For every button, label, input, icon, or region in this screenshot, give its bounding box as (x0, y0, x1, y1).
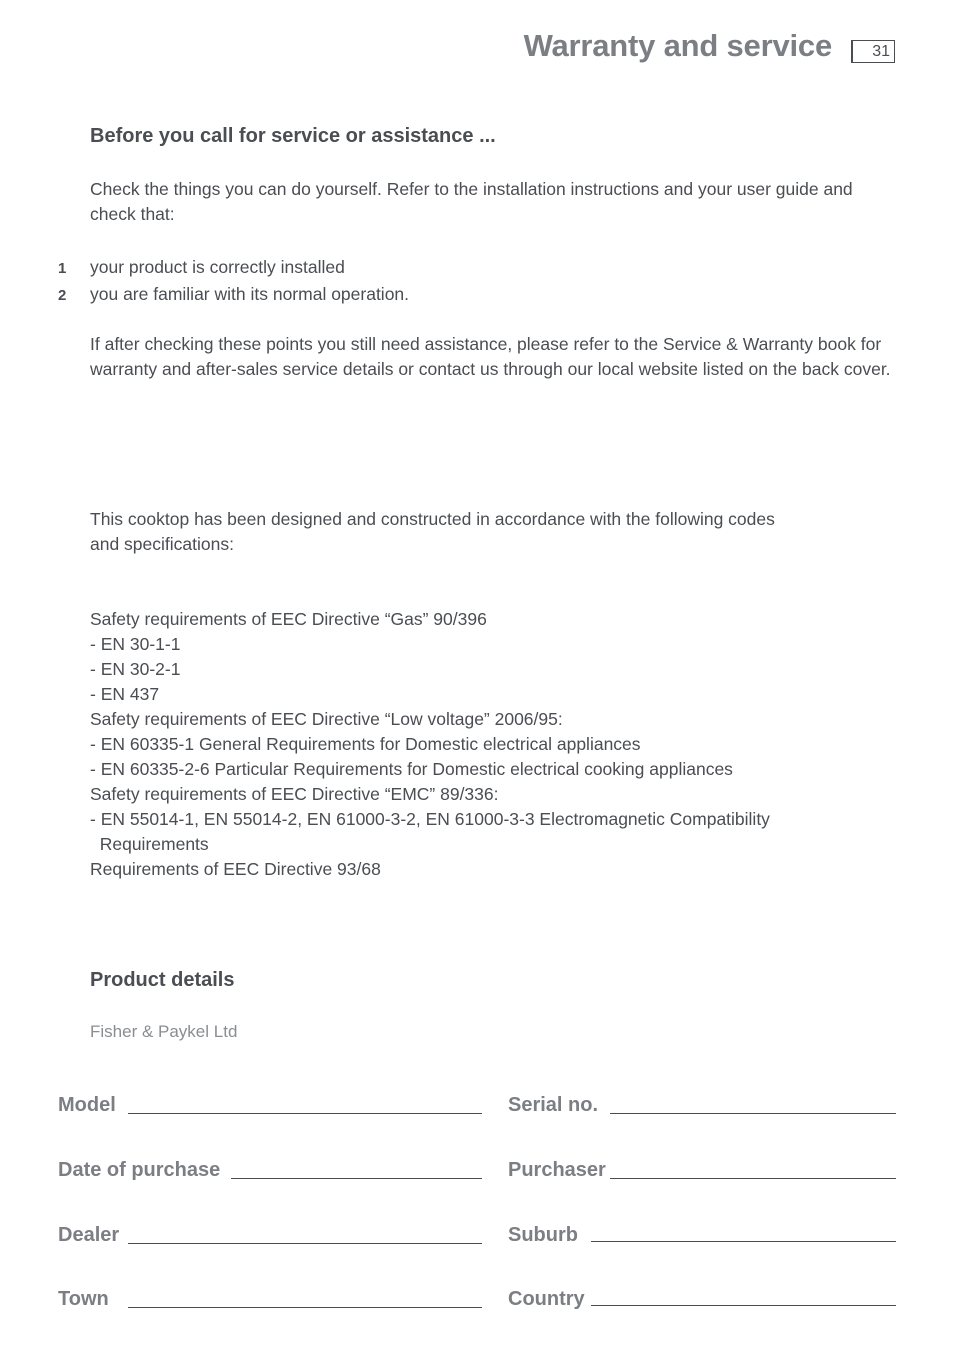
date-of-purchase-field[interactable] (231, 1178, 482, 1179)
page-number: 31 (851, 40, 895, 63)
serial-field[interactable] (610, 1113, 896, 1114)
check-item-1: your product is correctly installed (90, 257, 345, 277)
dealer-field[interactable] (128, 1243, 482, 1244)
town-field[interactable] (128, 1307, 482, 1308)
country-field[interactable] (591, 1305, 896, 1306)
serial-label: Serial no. (508, 1094, 599, 1116)
before-call-intro: Check the things you can do yourself. Refer to the installation instructions and your user guide and check that: (90, 179, 853, 224)
model-field[interactable] (128, 1113, 482, 1114)
compliance-line: Requirements of EEC Directive 93/68 (90, 859, 381, 879)
compliance-line: Requirements (90, 834, 209, 854)
date-of-purchase-label: Date of purchase (58, 1159, 221, 1181)
dealer-label: Dealer (58, 1224, 120, 1246)
compliance-line: Safety requirements of EEC Directive “EMC” 89/336: (90, 784, 499, 804)
product-details-heading: Product details (90, 969, 235, 991)
check-number-2: 2 (58, 287, 67, 304)
compliance-line: - EN 60335-2-6 Particular Requirements for Domestic electrical cooking appliances (90, 759, 733, 779)
purchaser-field[interactable] (610, 1178, 896, 1179)
compliance-line: - EN 437 (90, 684, 160, 704)
compliance-list (90, 607, 770, 882)
compliance-line: - EN 30-2-1 (90, 659, 181, 679)
before-call-heading: Before you call for service or assistance ... (90, 125, 496, 147)
compliance-line: - EN 30-1-1 (90, 634, 181, 654)
compliance-intro: This cooktop has been designed and constructed in accordance with the following codes and specifications: (90, 509, 775, 554)
before-call-followup: If after checking these points you still need assistance, please refer to the Service & Warranty book for warranty and after-sales service details or contact us through our local website listed on the back cover. (90, 334, 891, 379)
page-title: Warranty and service (523, 28, 832, 63)
check-number-1: 1 (58, 260, 67, 277)
country-label: Country (508, 1288, 585, 1310)
compliance-line: - EN 55014-1, EN 55014-2, EN 61000-3-2, EN 61000-3-3 Electromagnetic Compatibility (90, 809, 770, 829)
compliance-line: - EN 60335-1 General Requirements for Domestic electrical appliances (90, 734, 641, 754)
compliance-line: Safety requirements of EEC Directive “Gas” 90/396 (90, 609, 487, 629)
check-item-2: you are familiar with its normal operation. (90, 284, 410, 304)
purchaser-label: Purchaser (508, 1159, 606, 1181)
town-label: Town (58, 1288, 109, 1310)
compliance-line: Safety requirements of EEC Directive “Low voltage” 2006/95: (90, 709, 563, 729)
suburb-label: Suburb (508, 1224, 578, 1246)
company-name: Fisher & Paykel Ltd (90, 1022, 238, 1041)
suburb-field[interactable] (591, 1241, 896, 1242)
model-label: Model (58, 1094, 116, 1116)
